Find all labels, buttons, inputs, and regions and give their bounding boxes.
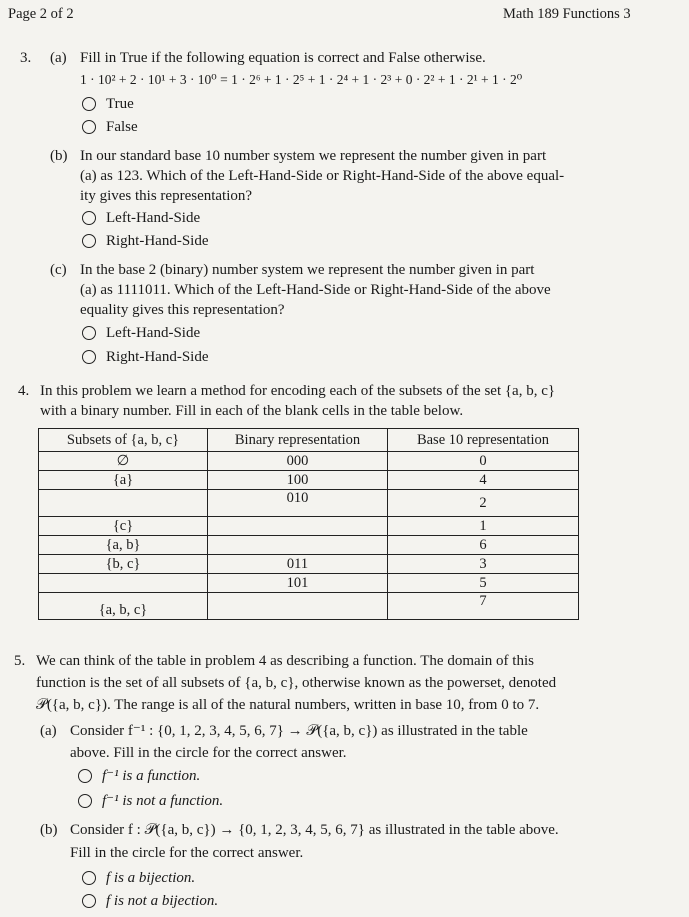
table-cell: 0 bbox=[388, 452, 579, 471]
table-cell: 4 bbox=[388, 471, 579, 490]
table-row bbox=[39, 536, 579, 555]
q3c-line-3: equality gives this representation? bbox=[80, 302, 285, 318]
table-row bbox=[39, 452, 579, 471]
table-cell: 1 bbox=[388, 517, 579, 536]
option-label: Left-Hand-Side bbox=[106, 210, 201, 226]
table-row bbox=[39, 574, 579, 593]
q3b-line-1: In our standard base 10 number system we represent the number given in part bbox=[80, 148, 547, 164]
radio-circle-icon[interactable] bbox=[82, 326, 96, 340]
radio-circle-icon[interactable] bbox=[82, 871, 96, 885]
q5a-line-2: above. Fill in the circle for the correct answer. bbox=[70, 745, 347, 761]
table-cell: 010 bbox=[208, 490, 388, 517]
q3b-line-2: (a) as 123. Which of the Left-Hand-Side or Right-Hand-Side of the above equal- bbox=[80, 168, 565, 184]
q5-line-1: We can think of the table in problem 4 as describing a function. The domain of this bbox=[36, 653, 534, 669]
option-label: Right-Hand-Side bbox=[106, 233, 209, 249]
option-label: f is a bijection. bbox=[106, 870, 196, 886]
course-title: Math 189 Functions 3 bbox=[503, 6, 631, 22]
q4-line-1: In this problem we learn a method for encoding each of the subsets of the set {a, b, c} bbox=[40, 383, 556, 399]
radio-circle-icon[interactable] bbox=[82, 120, 96, 134]
table-cell-blank[interactable] bbox=[208, 517, 388, 536]
table-row bbox=[39, 555, 579, 574]
table-cell: {b, c} bbox=[39, 555, 208, 574]
column-header: Subsets of {a, b, c} bbox=[39, 429, 208, 452]
table-row bbox=[39, 517, 579, 536]
table-cell-blank[interactable] bbox=[208, 536, 388, 555]
q5a-label: (a) bbox=[40, 723, 57, 739]
radio-circle-icon[interactable] bbox=[78, 794, 92, 808]
q5a-option-function[interactable] bbox=[78, 766, 200, 786]
q5a-line-1: Consider f⁻¹ : {0, 1, 2, 3, 4, 5, 6, 7} → 𝒫({a, b, c}) as illustrated in the table bbox=[70, 723, 528, 739]
radio-circle-icon[interactable] bbox=[82, 350, 96, 364]
q3c-line-2: (a) as 1111011. Which of the Left-Hand-Side or Right-Hand-Side of the above bbox=[80, 282, 551, 298]
radio-circle-icon[interactable] bbox=[82, 234, 96, 248]
q3c-line-1: In the base 2 (binary) number system we represent the number given in part bbox=[80, 262, 535, 278]
table-cell: 7 bbox=[388, 593, 579, 620]
q3b-option-lhs[interactable] bbox=[82, 208, 200, 228]
page-number: Page 2 of 2 bbox=[8, 6, 74, 22]
table-cell: {a, b} bbox=[39, 536, 208, 555]
option-label: False bbox=[106, 119, 138, 135]
q3c-option-rhs[interactable] bbox=[82, 347, 209, 367]
q5b-line-2: Fill in the circle for the correct answer. bbox=[70, 845, 304, 861]
table-cell-blank[interactable] bbox=[39, 490, 208, 517]
q3a-label: (a) bbox=[50, 50, 67, 66]
option-label: f is not a bijection. bbox=[106, 893, 219, 909]
subset-encoding-table bbox=[38, 428, 579, 620]
table-cell: 011 bbox=[208, 555, 388, 574]
radio-circle-icon[interactable] bbox=[78, 769, 92, 783]
column-header: Binary representation bbox=[208, 429, 388, 452]
q3a-option-true[interactable] bbox=[82, 94, 134, 114]
option-label: f⁻¹ is not a function. bbox=[102, 793, 224, 809]
table-cell: 3 bbox=[388, 555, 579, 574]
q5-line-3: 𝒫({a, b, c}). The range is all of the natural numbers, written in base 10, from 0 to 7. bbox=[36, 697, 540, 713]
q5b-label: (b) bbox=[40, 822, 58, 838]
table-cell-blank[interactable] bbox=[208, 593, 388, 620]
table-row bbox=[39, 471, 579, 490]
table-row bbox=[39, 490, 579, 517]
q3b-label: (b) bbox=[50, 148, 68, 164]
table-cell: 100 bbox=[208, 471, 388, 490]
table-cell: {a} bbox=[39, 471, 208, 490]
table-row bbox=[39, 593, 579, 620]
table-cell: ∅ bbox=[39, 452, 208, 471]
table-cell-blank[interactable] bbox=[39, 574, 208, 593]
table-cell: {a, b, c} bbox=[39, 593, 208, 620]
q3a-text: Fill in True if the following equation is correct and False otherwise. bbox=[80, 50, 486, 66]
q5b-line-1: Consider f : 𝒫({a, b, c}) → {0, 1, 2, 3, 4, 5, 6, 7} as illustrated in the table above. bbox=[70, 822, 559, 838]
column-header: Base 10 representation bbox=[388, 429, 579, 452]
q5-line-2: function is the set of all subsets of {a, b, c}, otherwise known as the powerset, denoted bbox=[36, 675, 557, 691]
q3b-line-3: ity gives this representation? bbox=[80, 188, 253, 204]
table-cell: 6 bbox=[388, 536, 579, 555]
q4-number: 4. bbox=[18, 383, 30, 399]
table-cell: 2 bbox=[388, 490, 579, 517]
radio-circle-icon[interactable] bbox=[82, 97, 96, 111]
option-label: Left-Hand-Side bbox=[106, 325, 201, 341]
q3a-equation: 1 · 10² + 2 · 10¹ + 3 · 10⁰ = 1 · 2⁶ + 1 · 2⁵ + 1 · 2⁴ + 1 · 2³ + 0 · 2² + 1 · 2¹ + 1 · 2⁰ bbox=[80, 72, 523, 87]
table-header-row bbox=[39, 429, 579, 452]
q3c-label: (c) bbox=[50, 262, 67, 278]
q5a-option-not-function[interactable] bbox=[78, 791, 223, 811]
q3-number: 3. bbox=[20, 50, 32, 66]
option-label: True bbox=[106, 96, 134, 112]
radio-circle-icon[interactable] bbox=[82, 211, 96, 225]
q5b-option-bijection[interactable] bbox=[82, 868, 195, 888]
q5b-option-not-bijection[interactable] bbox=[82, 891, 218, 911]
q3a-option-false[interactable] bbox=[82, 117, 138, 137]
q3b-option-rhs[interactable] bbox=[82, 231, 209, 251]
table-cell: {c} bbox=[39, 517, 208, 536]
table-cell: 000 bbox=[208, 452, 388, 471]
radio-circle-icon[interactable] bbox=[82, 894, 96, 908]
table-cell: 101 bbox=[208, 574, 388, 593]
option-label: f⁻¹ is a function. bbox=[102, 768, 201, 784]
q4-line-2: with a binary number. Fill in each of the blank cells in the table below. bbox=[40, 403, 464, 419]
table-cell: 5 bbox=[388, 574, 579, 593]
q3c-option-lhs[interactable] bbox=[82, 323, 200, 343]
option-label: Right-Hand-Side bbox=[106, 349, 209, 365]
q5-number: 5. bbox=[14, 653, 26, 669]
